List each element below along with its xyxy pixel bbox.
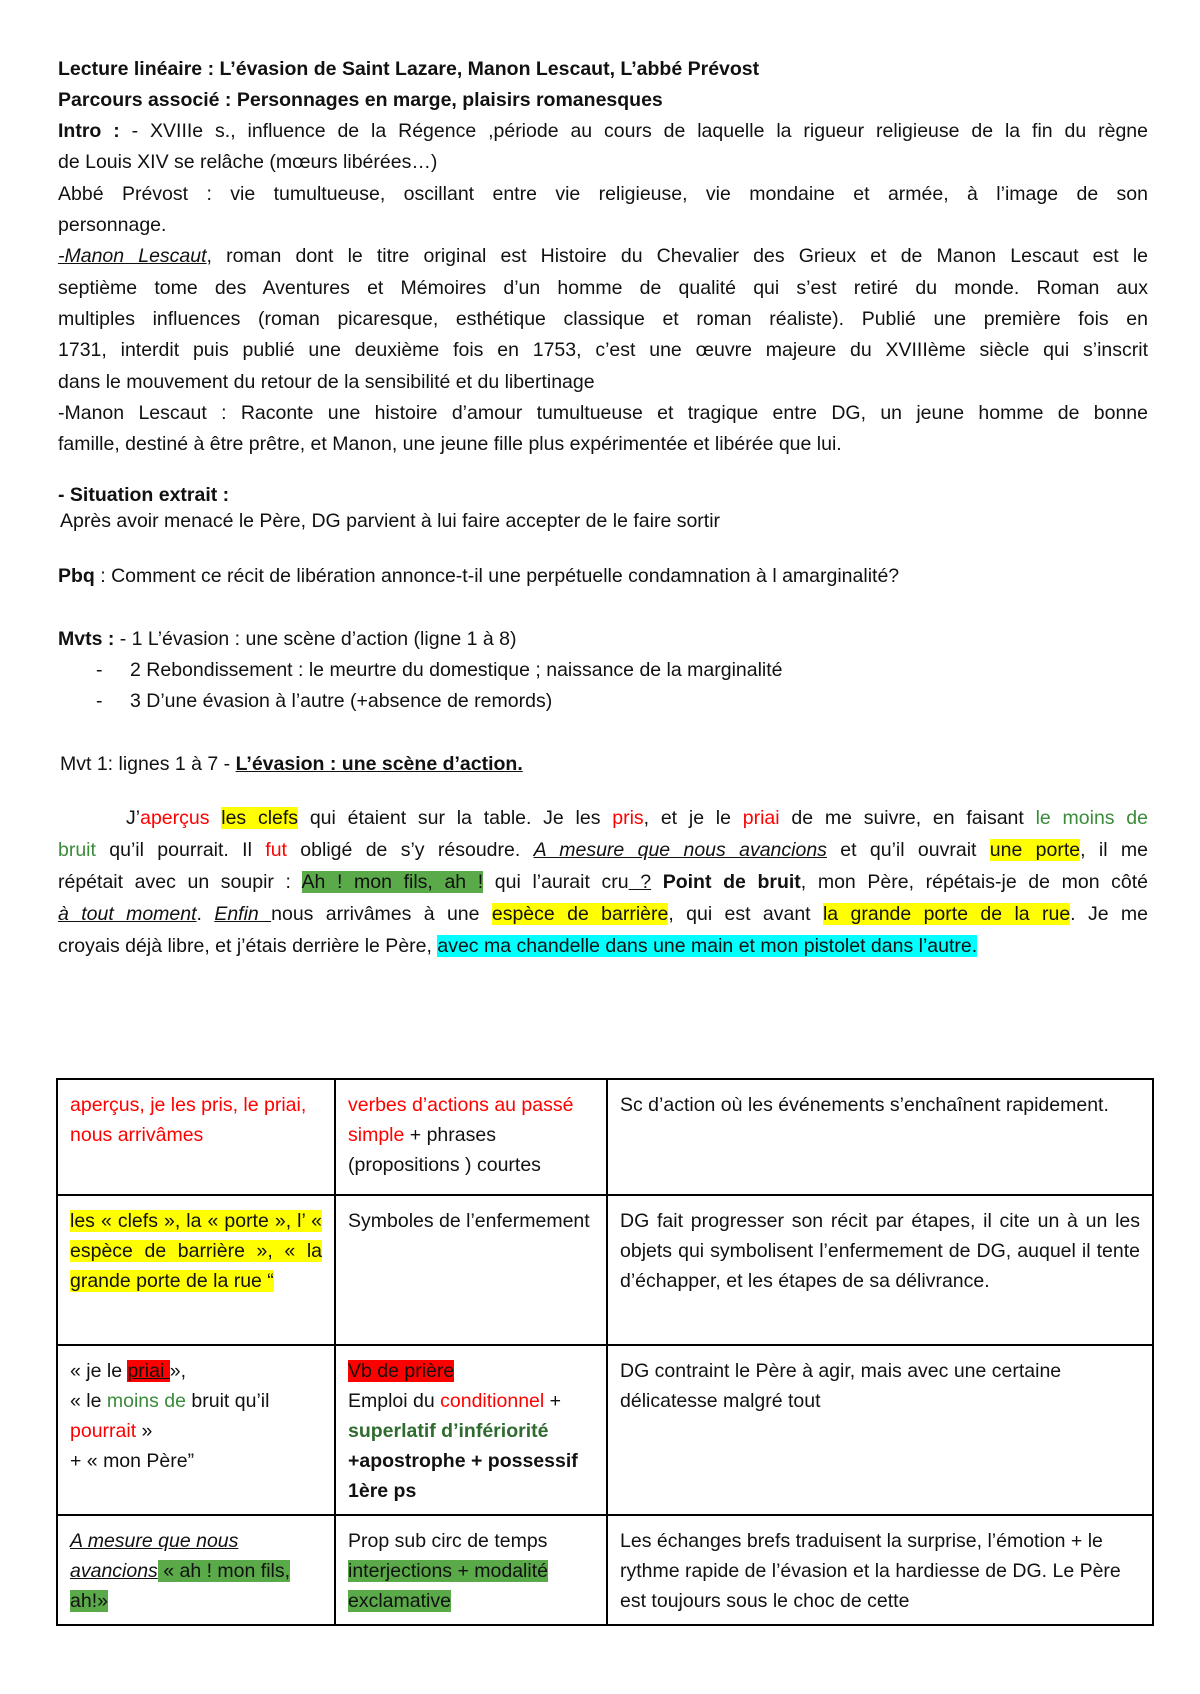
highlight-porte: une porte (989, 839, 1081, 861)
analysis-table (56, 1078, 1154, 1626)
cell-moins-de: moins de (106, 1390, 186, 1412)
passage-text: J’ (126, 807, 141, 829)
passage-line-4 (58, 902, 1148, 926)
intro-text: , roman dont le titre original est Histoire du Chevalier des Grieux et de Manon Lescaut est le (206, 245, 1148, 267)
intro-line-3: Abbé Prévost : vie tumultueuse, oscillant entre vie religieuse, vie mondaine et armée, à l’image de son (58, 183, 1148, 205)
highlight-clefs: les clefs (221, 807, 299, 829)
passage-text: . (196, 903, 215, 925)
enfin: Enfin (214, 903, 272, 925)
table-row (57, 1345, 1153, 1515)
highlight-grande-porte: la grande porte de la rue (822, 903, 1071, 925)
verb-priai: priai (742, 807, 780, 829)
list-dash: - (96, 659, 103, 681)
passage-text: qui l’aurait cru (483, 871, 629, 893)
tout-moment: à tout moment (58, 903, 197, 925)
pbq-text: : Comment ce récit de libération annonce-t-il une perpétuelle condamnation à l amarginalité? (94, 565, 900, 587)
cell-apostrophe: +apostrophe + possessif 1ère ps (348, 1450, 578, 1502)
passage-text: nous arrivâmes à une (271, 903, 492, 925)
passage-text (209, 807, 221, 829)
intro-label: Intro : (58, 120, 120, 142)
cell-superlatif: superlatif d’infériorité (348, 1420, 549, 1442)
mvts-first: - 1 L’évasion : une scène d’action (ligne 1 à 8) (114, 628, 517, 650)
intro-line-1 (58, 119, 1148, 143)
passage-text: et qu’il ouvrait (826, 839, 990, 861)
cell-text: Sc d’action où les événements s’enchaînent rapidement. (620, 1094, 1109, 1116)
intro-line-11: famille, destiné à être prêtre, et Manon, une jeune fille plus expérimentée et libérée que lui. (58, 433, 842, 455)
table-row (57, 1515, 1153, 1625)
list-item-text: 3 D’une évasion à l’autre (+absence de remords) (130, 690, 553, 712)
intro-line-4: personnage. (58, 214, 167, 236)
highlight-interjection: Ah ! mon fils, ah ! (301, 871, 484, 893)
pbq-line (58, 564, 899, 588)
cell-text: les « clefs », la « porte », l’ « espèce de barrière », « la grande porte de la rue “ (70, 1210, 322, 1292)
mvt1-title: L’évasion : une scène d’action. (235, 753, 523, 775)
verb-fut: fut (265, 839, 287, 861)
table-cell (335, 1515, 607, 1625)
table-cell (335, 1195, 607, 1345)
intro-line-2: de Louis XIV se relâche (mœurs libérées…) (58, 151, 438, 173)
sub-clause: A mesure que nous avancions (533, 839, 827, 861)
table-cell (607, 1515, 1153, 1625)
cell-modalite: interjections + modalité exclamative (348, 1560, 548, 1612)
cell-text: Les échanges brefs traduisent la surprise, l’émotion + le rythme rapide de l’évasion et la hardiesse de DG. Le Père est toujours sous le choc de cette (620, 1530, 1121, 1612)
situation-text: Après avoir menacé le Père, DG parvient à lui faire accepter de le faire sortir (60, 510, 721, 532)
passage-text: qu’il pourrait. Il (95, 839, 266, 861)
intro-line-10: -Manon Lescaut : Raconte une histoire d’amour tumultueuse et tragique entre DG, un jeune homme de bonne (58, 402, 1148, 424)
list-item (96, 658, 783, 682)
cell-text: DG contraint le Père à agir, mais avec une certaine délicatesse malgré tout (620, 1360, 1062, 1412)
passage-text: qui étaient sur la table. Je les (298, 807, 613, 829)
passage-text: croyais déjà libre, et j’étais derrière le Père, (58, 935, 438, 957)
point-de-bruit: Point de bruit (651, 871, 801, 893)
cell-conditionnel: conditionnel (440, 1390, 545, 1412)
list-item (96, 689, 552, 713)
cell-text: bruit qu’il (185, 1390, 270, 1412)
cell-pourrait: pourrait (70, 1420, 137, 1442)
table-cell (57, 1345, 335, 1515)
situation-label: - Situation extrait : (58, 484, 230, 506)
mvts-line (58, 627, 517, 651)
intro-line-7: multiples influences (roman picaresque, esthétique classique et roman réaliste). Publié une première fois en (58, 308, 1148, 330)
cell-text: aperçus, je les pris, le priai, nous arrivâmes (70, 1094, 307, 1146)
passage-text: ? (628, 871, 652, 893)
cell-text: « je le (70, 1360, 128, 1382)
list-item-text: 2 Rebondissement : le meurtre du domestique ; naissance de la marginalité (130, 659, 783, 681)
passage-text: , mon Père, répétais-je de mon côté (800, 871, 1149, 893)
parcours-line: Parcours associé : Personnages en marge, plaisirs romanesques (58, 89, 663, 111)
verb-apercus: aperçus (140, 807, 210, 829)
mvts-label: Mvts : (58, 628, 115, 650)
cell-text: verbes d’actions au passé simple (348, 1094, 574, 1146)
table-cell (607, 1195, 1153, 1345)
passage-text: répétait avec un soupir : (58, 871, 302, 893)
cell-text: « le (70, 1390, 107, 1412)
passage-line-1 (126, 806, 1148, 830)
cell-priai: priai (127, 1360, 170, 1382)
table-row (57, 1195, 1153, 1345)
document-title: Lecture linéaire : L’évasion de Saint Lazare, Manon Lescaut, L’abbé Prévost (58, 58, 760, 80)
cell-text: + « mon Père” (70, 1450, 195, 1472)
passage-text: de me suivre, en faisant (779, 807, 1036, 829)
highlight-barriere: espèce de barrière (491, 903, 669, 925)
table-cell (335, 1345, 607, 1515)
passage-text: , qui est avant (668, 903, 823, 925)
intro-text: - XVIIIe s., influence de la Régence ,période au cours de laquelle la rigueur religieuse de la fin du règne (119, 120, 1148, 142)
passage-text: , et je le (643, 807, 743, 829)
table-cell (335, 1079, 607, 1195)
mvt1-prefix: Mvt 1: lignes 1 à 7 - (60, 753, 236, 775)
cell-text: » (136, 1420, 153, 1442)
pbq-label: Pbq (58, 565, 95, 587)
table-cell (607, 1079, 1153, 1195)
cell-interjection: « ah ! mon fils, ah!» (70, 1560, 291, 1612)
cell-text: Prop sub circ de temps (348, 1530, 548, 1552)
table-cell (607, 1345, 1153, 1515)
verb-pris: pris (612, 807, 644, 829)
passage-text: . Je me (1070, 903, 1148, 925)
cell-text: Symboles de l’enfermement (348, 1210, 590, 1232)
cell-text: », (169, 1360, 186, 1382)
superlatif-green: bruit (58, 839, 96, 861)
passage-text: obligé de s’y résoudre. (286, 839, 534, 861)
passage-line-2 (58, 838, 1148, 862)
list-dash: - (96, 690, 103, 712)
cell-text: + phrases (propositions ) courtes (348, 1124, 541, 1176)
table-cell (57, 1079, 335, 1195)
table-row (57, 1079, 1153, 1195)
table-cell (57, 1515, 335, 1625)
intro-line-8: 1731, interdit puis publié une deuxième fois en 1753, c’est une œuvre majeure du XVIIIème siècle qui s’inscrit (58, 339, 1148, 361)
intro-line-6: septième tome des Aventures et Mémoires d’un homme de qualité qui s’est retiré du monde. Roman aux (58, 277, 1148, 299)
table-cell (57, 1195, 335, 1345)
intro-line-9: dans le mouvement du retour de la sensibilité et du libertinage (58, 371, 595, 393)
cell-vb-priere: Vb de prière (348, 1360, 455, 1382)
highlight-chandelle: avec ma chandelle dans une main et mon pistolet dans l’autre. (437, 935, 978, 957)
passage-text: , il me (1080, 839, 1148, 861)
mvt1-heading (60, 752, 523, 776)
cell-sub-clause: A mesure que nous avancions (70, 1530, 239, 1582)
cell-text: Emploi du (348, 1390, 441, 1412)
cell-text: DG fait progresser son récit par étapes, il cite un à un les objets qui symbolisent l’enfermement de DG, auquel il tente d’échapper, et les étapes de sa délivrance. (620, 1210, 1140, 1292)
superlatif-green: le moins de (1035, 807, 1148, 829)
manon-title: -Manon Lescaut (58, 245, 207, 267)
cell-text: + (544, 1390, 562, 1412)
intro-line-5 (58, 244, 1148, 268)
passage-line-3 (58, 870, 1148, 894)
passage-line-5 (58, 934, 977, 958)
